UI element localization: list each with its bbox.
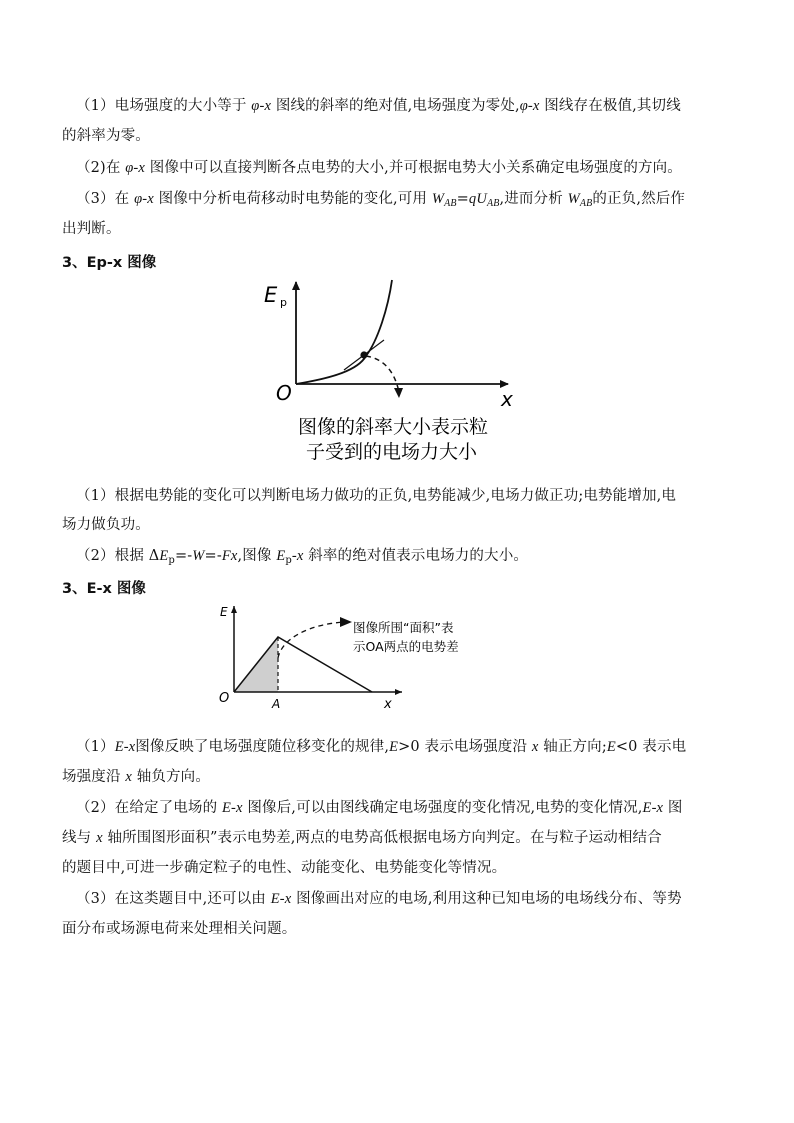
ex-item2-line1 bbox=[76, 798, 734, 818]
y-axis-label: E bbox=[220, 605, 228, 619]
e-symbol: E bbox=[270, 891, 280, 907]
tangent-point bbox=[360, 351, 367, 358]
text: 图像画出对应的电场,利用这种已知电场的电场线分布、等势 bbox=[296, 891, 682, 907]
ex-item1-line2 bbox=[62, 767, 734, 787]
pointer-arrowhead bbox=[394, 388, 403, 398]
text: 轴正方向; bbox=[543, 739, 607, 755]
origin-label: O bbox=[219, 691, 230, 706]
origin-label: O bbox=[276, 381, 292, 405]
phi-symbol: φ bbox=[519, 98, 528, 114]
text: 图像中分析电荷移动时电势能的变化,可用 bbox=[158, 191, 428, 207]
text: 图像后,可以由图线确定电场强度的变化情况,电势的变化情况, bbox=[247, 800, 643, 816]
e-symbol: E bbox=[159, 548, 169, 564]
ab-sub: AB bbox=[579, 198, 593, 209]
ex-item2-line2 bbox=[62, 828, 734, 848]
text: （2）在给定了电场的 bbox=[76, 800, 218, 816]
dash-x: -x bbox=[123, 739, 136, 755]
x-axis-label: x bbox=[384, 697, 392, 712]
p-sub: p bbox=[168, 555, 175, 566]
text: 轴负方向。 bbox=[136, 769, 210, 785]
p-sub: p bbox=[285, 555, 292, 566]
text: 图像中可以直接判断各点电势的大小,并可根据电势大小关系确定电场强度的方向。 bbox=[149, 160, 682, 176]
w-symbol: W bbox=[431, 191, 445, 207]
text: 图 bbox=[667, 800, 683, 816]
e-symbol: E bbox=[642, 800, 652, 816]
text: 线与 bbox=[62, 830, 92, 846]
ex-item3-line2: 面分布或场源电荷来处理相关问题。 bbox=[62, 921, 297, 937]
e-x-figure bbox=[210, 600, 510, 718]
phi-item3-line2: 出判断。 bbox=[62, 221, 121, 237]
phi-symbol: φ bbox=[251, 98, 260, 114]
section-heading-ep: 3、Ep-x 图像 bbox=[62, 255, 157, 271]
ep-curve bbox=[296, 280, 392, 384]
text: ,图像 bbox=[237, 548, 272, 564]
w-symbol: W bbox=[567, 191, 580, 207]
eq: =- bbox=[174, 548, 193, 564]
note-line1: 图像所围“面积”表 bbox=[353, 620, 454, 635]
q-symbol: q bbox=[468, 191, 477, 207]
dash-x: -x bbox=[291, 548, 304, 564]
dash-x: -x bbox=[231, 800, 243, 816]
dash-x: -x bbox=[142, 191, 154, 207]
ep-item1-line1: （1）根据电势能的变化可以判断电场力做功的正负,电势能减少,电场力做正功;电势能增加,电 bbox=[76, 488, 677, 504]
f-symbol: F bbox=[221, 548, 231, 564]
text: （3）在这类题目中,还可以由 bbox=[76, 891, 266, 907]
note-arrowhead bbox=[340, 617, 352, 627]
x-symbol: x bbox=[125, 769, 132, 785]
a-label: A bbox=[272, 697, 281, 711]
text: 场强度沿 bbox=[62, 769, 121, 785]
ab-sub: AB bbox=[444, 198, 457, 209]
text: 图像反映了电场强度随位移变化的规律, bbox=[135, 739, 390, 755]
text: 图线存在极值,其切线 bbox=[544, 98, 681, 114]
phi-item1-line2: 的斜率为零。 bbox=[62, 128, 150, 144]
text: （1）电场强度的大小等于 bbox=[76, 98, 247, 114]
x-axis-label: x bbox=[501, 387, 513, 411]
phi-symbol: φ bbox=[134, 191, 143, 207]
u-symbol: U bbox=[476, 191, 487, 207]
phi-item3-line1 bbox=[76, 189, 734, 209]
note-pointer bbox=[278, 622, 345, 658]
ep-item1-line2: 场力做负功。 bbox=[62, 517, 150, 533]
text: 轴所围图形面积”表示电势差,两点的电势高低根据电场方向判定。在与粒子运动相结合 bbox=[107, 830, 662, 846]
e-symbol: E bbox=[389, 739, 399, 755]
note-line2: 示OA两点的电势差 bbox=[353, 639, 459, 654]
ex-item3-line1 bbox=[76, 889, 734, 909]
caption-line1: 图像的斜率大小表示粒 bbox=[298, 416, 489, 438]
caption-line2: 子受到的电场力大小 bbox=[306, 441, 478, 463]
text: （3）在 bbox=[76, 191, 130, 207]
text: 斜率的绝对值表示电场力的大小。 bbox=[308, 548, 528, 564]
phi-item1-line1 bbox=[76, 96, 734, 116]
ex-item1-line1 bbox=[76, 737, 734, 757]
dash-x: -x bbox=[259, 98, 272, 114]
pointer-dashed bbox=[366, 356, 399, 392]
text: <0 表示电 bbox=[615, 739, 687, 755]
text: 的正负,然后作 bbox=[592, 191, 686, 207]
ex-item2-line3: 的题目中,可进一步确定粒子的电性、动能变化、电势能变化等情况。 bbox=[62, 860, 507, 876]
e-symbol: E bbox=[222, 800, 232, 816]
phi-item2 bbox=[76, 158, 734, 178]
text: （2）根据 Δ bbox=[76, 548, 160, 564]
w-symbol: W bbox=[192, 548, 205, 564]
x-symbol: x bbox=[531, 739, 539, 755]
text: （2)在 bbox=[76, 160, 121, 176]
e-symbol: E bbox=[276, 548, 286, 564]
ab-sub: AB bbox=[486, 198, 500, 209]
text: 图线的斜率的绝对值,电场强度为零处, bbox=[275, 98, 520, 114]
eq: =- bbox=[204, 548, 222, 564]
text: >0 表示电场强度沿 bbox=[398, 739, 528, 755]
dash-x: -x bbox=[279, 891, 292, 907]
text: ,进而分析 bbox=[499, 191, 563, 207]
eq: = bbox=[456, 191, 469, 207]
section-heading-ex: 3、E-x 图像 bbox=[62, 581, 146, 597]
dash-x: -x bbox=[527, 98, 540, 114]
dash-x: -x bbox=[651, 800, 664, 816]
phi-symbol: φ bbox=[125, 160, 134, 176]
dash-x: -x bbox=[133, 160, 145, 176]
x-symbol: x bbox=[230, 548, 238, 564]
text: （1） bbox=[76, 739, 115, 755]
ep-x-figure bbox=[258, 278, 538, 468]
x-symbol: x bbox=[96, 830, 103, 846]
e-symbol: E bbox=[606, 739, 616, 755]
ep-item2 bbox=[76, 546, 734, 566]
y-axis-label: E bbox=[264, 283, 278, 307]
y-axis-sub: p bbox=[280, 296, 287, 309]
e-symbol: E bbox=[114, 739, 124, 755]
